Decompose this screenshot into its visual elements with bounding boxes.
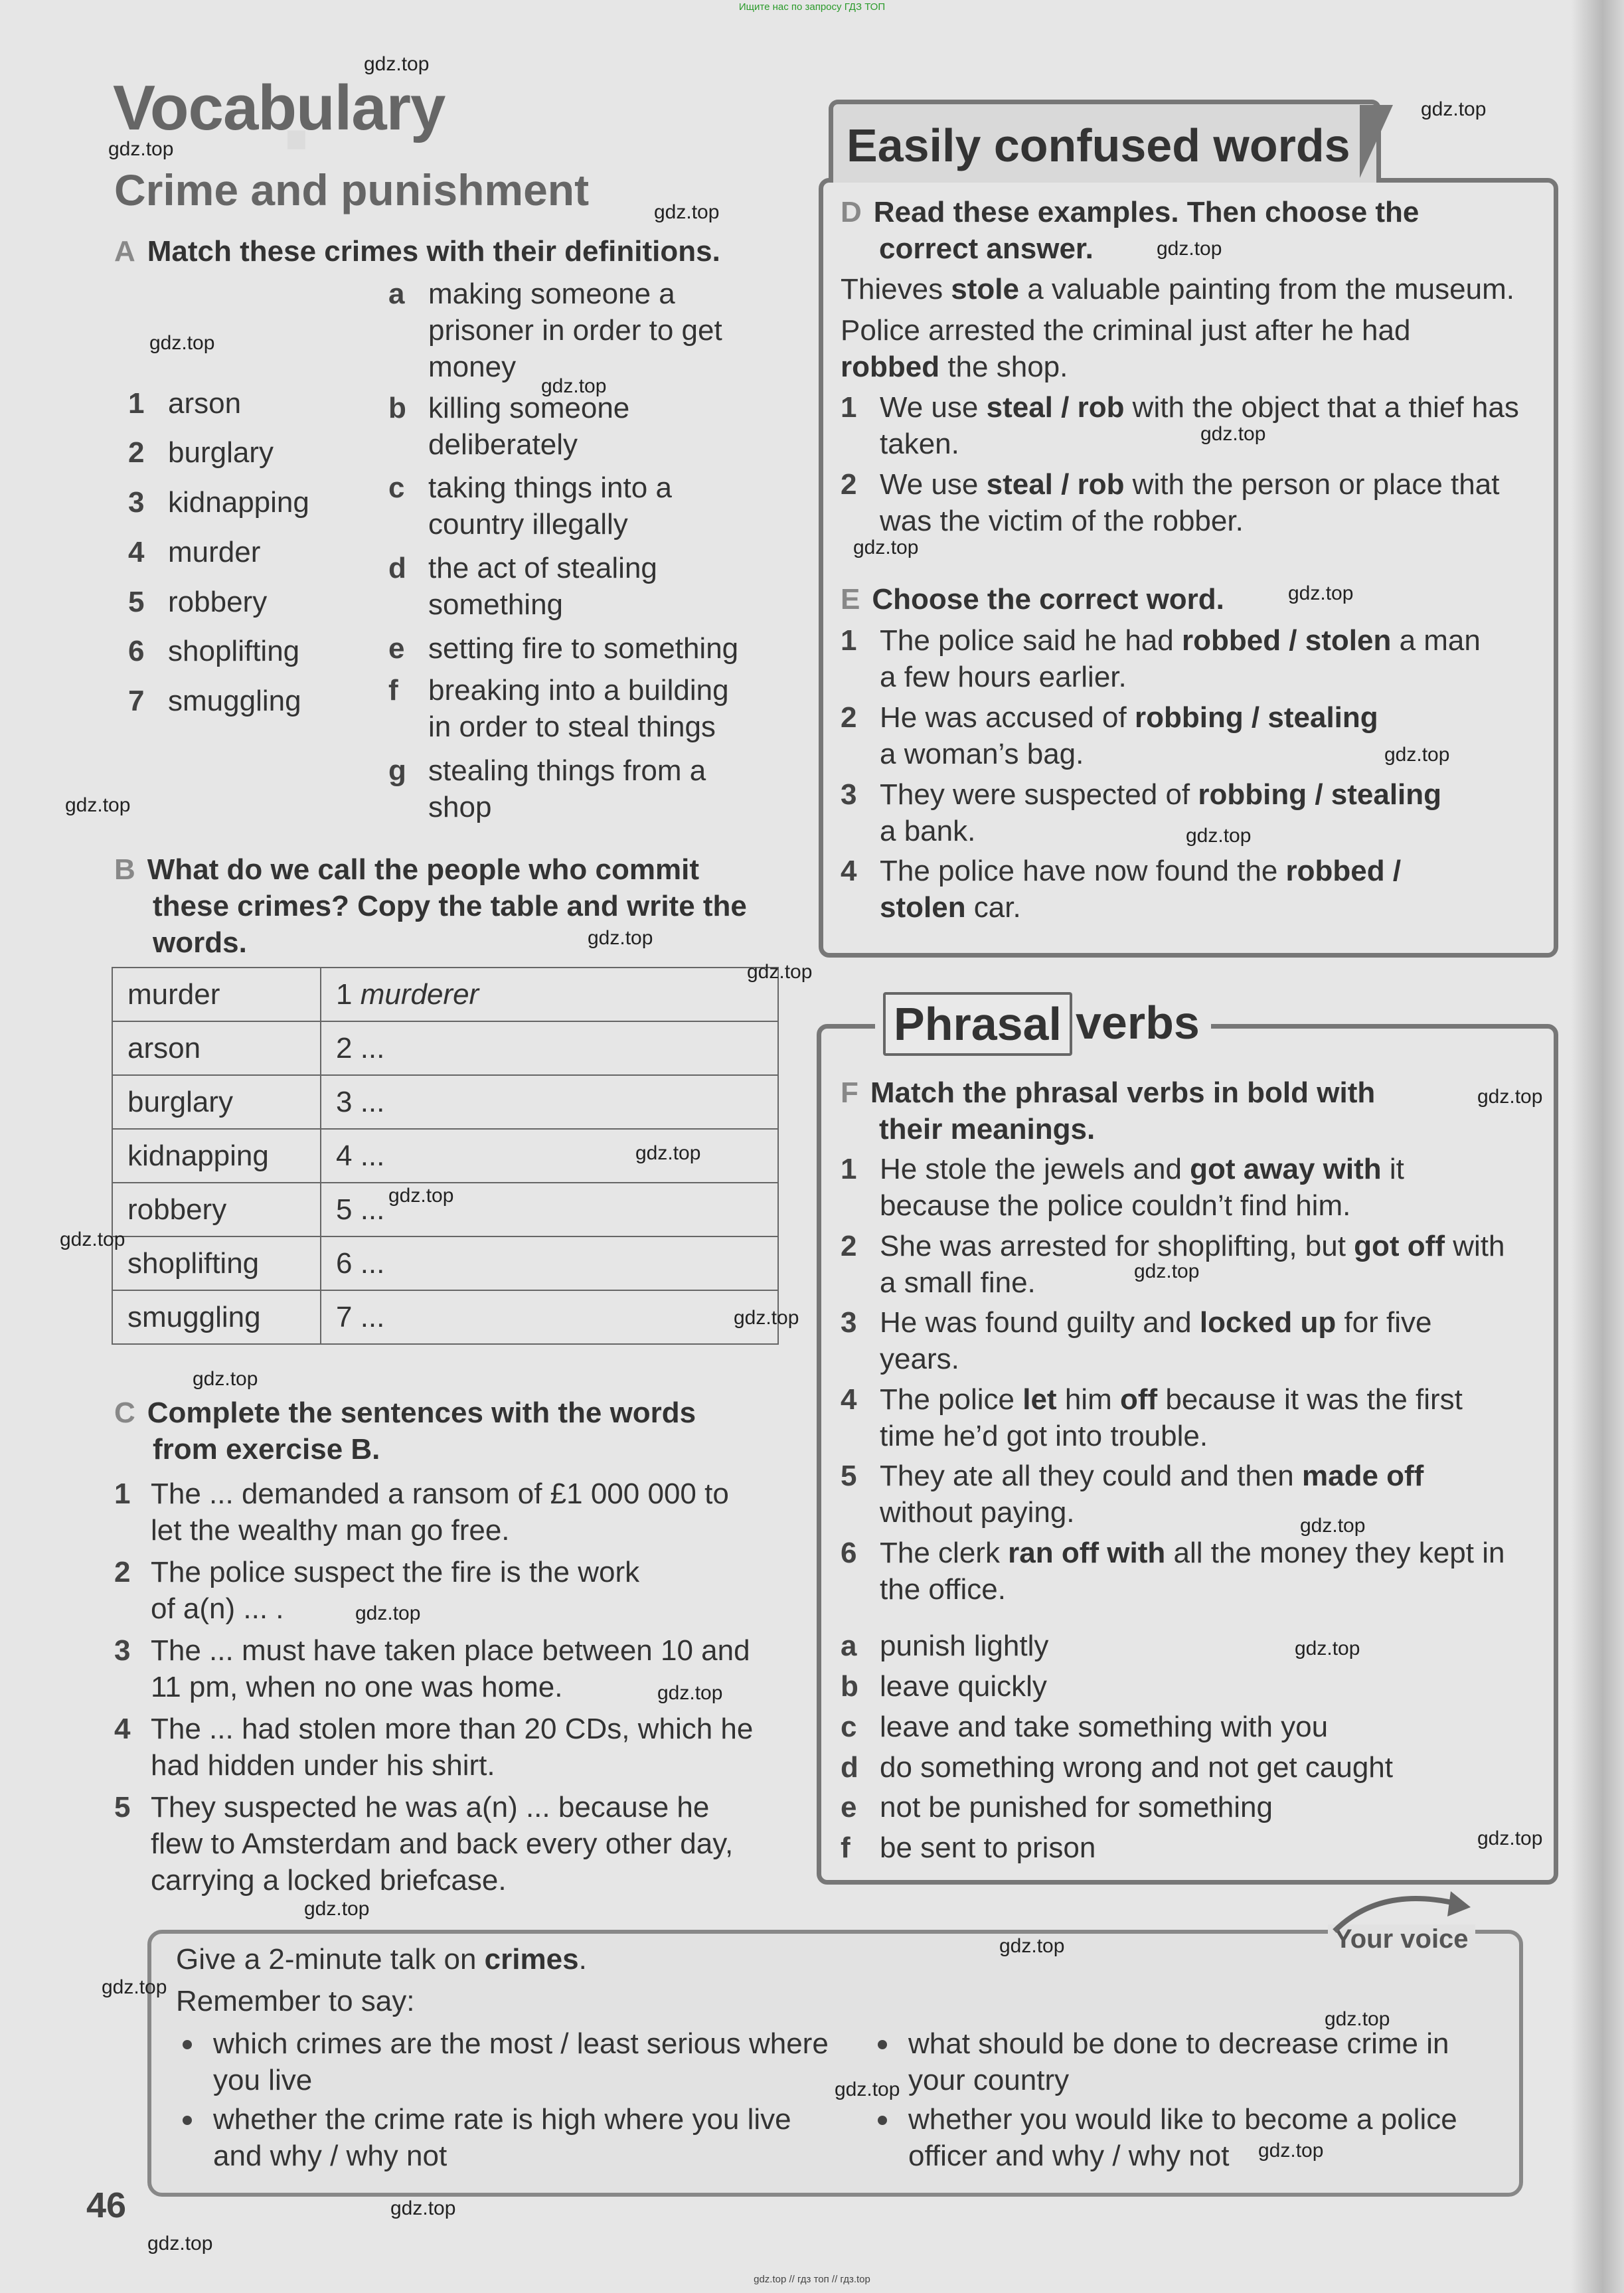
definition-line: setting fire to something [428,632,739,665]
definition-item [428,469,787,543]
definition-item [428,752,787,825]
meaning-item: punish lightly [880,1630,1049,1662]
crime-number: 7 [128,685,145,717]
meaning-letter: c [841,1711,857,1743]
table-row [112,1236,778,1290]
definition-line: killing someone [428,392,630,424]
definition-item [428,390,787,463]
c-item-line: flew to Amsterdam and back every other day, [151,1827,734,1860]
watermark-text: gdz.top [108,138,174,160]
crime-number: 2 [128,436,145,469]
meaning-item: be sent to prison [880,1831,1096,1864]
table-cell-answer: 6 ... [321,1236,778,1290]
crime-item: murder [168,536,261,568]
watermark-text: gdz.top [1157,238,1222,260]
crime-item: smuggling [168,685,301,717]
f-item-number: 2 [841,1230,857,1262]
watermark-text: gdz.top [60,1229,125,1250]
table-cell-crime: murder [112,968,321,1021]
book-spine-shadow [1571,0,1624,2293]
meaning-letter: f [841,1831,851,1864]
e-item-line: a few hours earlier. [880,661,1127,693]
f-item [880,1535,1550,1608]
exercise-a-instruction: A Match these crimes with their definitions. [114,235,720,268]
e-item-line: The police said he had robbed / stolen a man [880,624,1481,657]
e-item-number: 1 [841,624,857,657]
meaning-letter: b [841,1670,858,1703]
phrasal-verbs-tab [875,984,1211,1064]
top-search-note: Ищите нас по запросу ГДЗ ТОП [738,1,886,13]
watermark-text: gdz.top [1421,98,1487,120]
phrasal-title: verbs [1076,997,1200,1049]
e-item-number: 3 [841,778,857,811]
watermark-text: gdz.top [355,1602,421,1624]
watermark-text: gdz.top [1295,1638,1360,1659]
watermark-text: gdz.top [835,2079,900,2100]
definition-letter: f [388,674,398,707]
f-item-line: years. [880,1343,959,1375]
phrasal-title-boxed: Phrasal [883,992,1072,1056]
meaning-item: leave quickly [880,1670,1047,1703]
f-item-number: 4 [841,1383,857,1416]
crime-item: kidnapping [168,486,309,519]
crime-number: 5 [128,586,145,618]
watermark-text: gdz.top [147,2233,213,2254]
watermark-text: gdz.top [102,1976,167,1998]
f-item [880,1458,1550,1531]
table-cell-answer: 5 ... [321,1183,778,1236]
c-item-number: 2 [114,1556,131,1588]
definition-line: shop [428,791,492,823]
watermark-text: gdz.top [1325,2008,1390,2030]
e-item [880,853,1544,926]
definition-line: the act of stealing [428,552,657,584]
table-cell-answer: 7 ... [321,1290,778,1344]
exercise-f-instruction: F Match the phrasal verbs in bold with their meanings. [841,1076,1376,1146]
definition-line: prisoner in order to get [428,314,722,347]
example-sentence-1: Thieves stole a valuable painting from the museum. [841,273,1514,305]
voice-bullet: whether you would like to become a police officer and why / why not [871,2101,1508,2174]
definition-letter: c [388,471,405,504]
f-item-line: a small fine. [880,1266,1036,1299]
watermark-text: gdz.top [149,332,215,354]
table-row [112,1075,778,1129]
watermark-text: gdz.top [193,1368,258,1390]
exercise-e-instruction: E Choose the correct word. [841,583,1224,616]
watermark-text: gdz.top [1288,582,1354,604]
tab-corner [1360,105,1393,178]
crime-number: 3 [128,486,145,519]
table-cell-answer: 4 ... [321,1129,778,1183]
f-item [880,1151,1550,1224]
crime-number: 6 [128,635,145,667]
arrow-icon [1328,1885,1481,1938]
crime-item: burglary [168,436,274,469]
f-item-line: He stole the jewels and got away with it [880,1153,1404,1185]
f-item-number: 5 [841,1460,857,1492]
table-row [112,968,778,1021]
watermark-text: gdz.top [1300,1515,1366,1537]
watermark-text: gdz.top [364,53,430,75]
f-item [880,1381,1550,1454]
c-item [151,1789,788,1899]
table-cell-crime: burglary [112,1075,321,1129]
watermark-text: gdz.top [65,794,131,816]
c-item-line: The ... demanded a ransom of £1 000 000 to [151,1478,729,1510]
c-item-line: The ... had stolen more than 20 CDs, which he [151,1713,754,1745]
meaning-item: not be punished for something [880,1791,1273,1824]
meaning-item: leave and take something with you [880,1711,1329,1743]
watermark-text: gdz.top [588,927,653,949]
table-cell-crime: shoplifting [112,1236,321,1290]
table-cell-answer: 3 ... [321,1075,778,1129]
table-row [112,1021,778,1075]
table-cell-crime: kidnapping [112,1129,321,1183]
crime-number: 4 [128,536,145,568]
d-question-number: 2 [841,468,857,501]
watermark-text: gdz.top [541,375,607,397]
f-item-line: She was arrested for shoplifting, but got off with [880,1230,1505,1262]
definition-line: something [428,588,564,621]
e-item-line: They were suspected of robbing / stealing [880,778,1442,811]
example-sentence-2: Police arrested the criminal just after he had robbed the shop. [841,314,1411,383]
definition-item [428,672,787,745]
c-item-line: They suspected he was a(n) ... because he [151,1791,710,1824]
watermark-text: gdz.top [1384,744,1450,766]
table-cell-crime: smuggling [112,1290,321,1344]
c-item-line: of a(n) ... . [151,1592,284,1625]
page-subtitle: Crime and punishment [114,165,590,214]
d-question-2: We use steal / rob with the person or place that was the victim of the robber. [880,468,1500,537]
watermark-text: gdz.top [1258,2140,1324,2162]
definition-line: in order to steal things [428,711,716,743]
f-item-line: He was found guilty and locked up for five [880,1306,1432,1339]
c-item [151,1554,788,1627]
definition-letter: e [388,632,405,665]
voice-bullet: what should be done to decrease crime in your country [871,2025,1508,2098]
f-item-number: 1 [841,1153,857,1185]
crime-item: arson [168,387,242,420]
e-item-line: The police have now found the robbed / [880,855,1402,887]
voice-remember: Remember to say: [176,1985,415,2017]
c-item-line: The police suspect the fire is the work [151,1556,640,1588]
crime-item: shoplifting [168,635,300,667]
voice-bullet: whether the crime rate is high where you live and why / why not [176,2101,833,2174]
watermark-text: gdz.top [304,1898,370,1920]
d-question-1: We use steal / rob with the object that a thief has taken. [880,391,1519,460]
table-cell-crime: arson [112,1021,321,1075]
definition-item [428,276,787,385]
definition-letter: g [388,754,406,787]
meaning-letter: d [841,1751,858,1784]
meaning-letter: a [841,1630,857,1662]
f-item [880,1304,1550,1377]
d-question-number: 1 [841,391,857,424]
c-item-number: 4 [114,1713,131,1745]
e-item [880,622,1544,695]
c-item-line: had hidden under his shirt. [151,1749,495,1782]
watermark-text: gdz.top [654,201,720,223]
voice-intro: Give a 2-minute talk on crimes. [176,1943,587,1976]
definition-line: money [428,351,517,383]
c-item-line: 11 pm, when no one was home. [151,1671,563,1703]
watermark-text: gdz.top [853,537,919,558]
c-item-number: 3 [114,1634,131,1667]
watermark-text: gdz.top [635,1142,701,1164]
e-item-number: 4 [841,855,857,887]
e-item-number: 2 [841,701,857,734]
table-cell-crime: robbery [112,1183,321,1236]
e-item-line: He was accused of robbing / stealing [880,701,1378,734]
voice-bullet: which crimes are the most / least serious where you live [176,2025,833,2098]
table-row [112,1290,778,1344]
watermark-text: gdz.top [734,1307,799,1329]
easily-confused-tab [829,100,1381,183]
f-item-number: 3 [841,1306,857,1339]
watermark-text: gdz.top [1200,423,1266,445]
definition-item [428,630,787,667]
watermark-text: gdz.top [1477,1827,1543,1849]
meaning-item: do something wrong and not get caught [880,1751,1393,1784]
definition-letter: a [388,278,405,310]
voice-left-bullets [176,2025,833,2177]
watermark-text: gdz.top [747,961,813,983]
f-item-line: because the police couldn’t find him. [880,1189,1351,1222]
e-item-line: a bank. [880,815,976,847]
e-item-line: a woman’s bag. [880,738,1084,770]
watermark-text: gdz.top [1477,1086,1543,1108]
f-item-line: They ate all they could and then made off [880,1460,1424,1492]
definition-line: deliberately [428,428,578,461]
page-title: Vocabulary [113,72,446,143]
meaning-letter: e [841,1791,857,1824]
page-number: 46 [86,2185,127,2225]
table-cell-answer: 1 murderer [321,968,778,1021]
bottom-note: gdz.top // гдз топ // гдз.top [754,2274,870,2285]
exercise-b-instruction: B What do we call the people who commit these crimes? Copy the table and write the words. [114,853,747,959]
watermark-text: gdz.top [999,1935,1065,1957]
definition-line: breaking into a building [428,674,729,707]
f-item-line: the office. [880,1573,1006,1606]
crime-item: robbery [168,586,268,618]
voice-right-bullets [871,2025,1508,2177]
f-item-line: The clerk ran off with all the money they kept in [880,1537,1505,1569]
definition-letter: d [388,552,406,584]
c-item [151,1711,788,1784]
exercise-c-instruction: C Complete the sentences with the words from exercise B. [114,1397,696,1466]
easily-confused-title: Easily confused words [847,120,1350,171]
definition-line: country illegally [428,508,628,541]
table-cell-answer: 2 ... [321,1021,778,1075]
f-item-number: 6 [841,1537,857,1569]
c-item-number: 5 [114,1791,131,1824]
crime-number: 1 [128,387,145,420]
watermark-text: gdz.top [657,1682,723,1704]
e-item-line: stolen car. [880,891,1021,924]
c-item-number: 1 [114,1478,131,1510]
f-item-line: time he’d got into trouble. [880,1420,1208,1452]
exercise-d-instruction: D Read these examples. Then choose the correct answer. [841,196,1420,265]
c-item-line: carrying a locked briefcase. [151,1864,507,1897]
c-item-line: The ... must have taken place between 10 and [151,1634,750,1667]
watermark-text: gdz.top [388,1185,454,1207]
watermark-text: gdz.top [390,2197,456,2219]
f-item [880,1228,1550,1301]
definition-letter: b [388,392,406,424]
definition-line: stealing things from a [428,754,706,787]
watermark-text: gdz.top [1134,1260,1200,1282]
c-item [151,1476,788,1549]
definition-item [428,550,787,623]
watermark-text: gdz.top [1186,825,1252,847]
definition-line: taking things into a [428,471,672,504]
f-item-line: without paying. [880,1496,1075,1529]
f-item-line: The police let him off because it was the first [880,1383,1463,1416]
definition-line: making someone a [428,278,675,310]
your-voice-label: Your voice [1328,1924,1475,1954]
c-item-line: let the wealthy man go free. [151,1514,510,1547]
